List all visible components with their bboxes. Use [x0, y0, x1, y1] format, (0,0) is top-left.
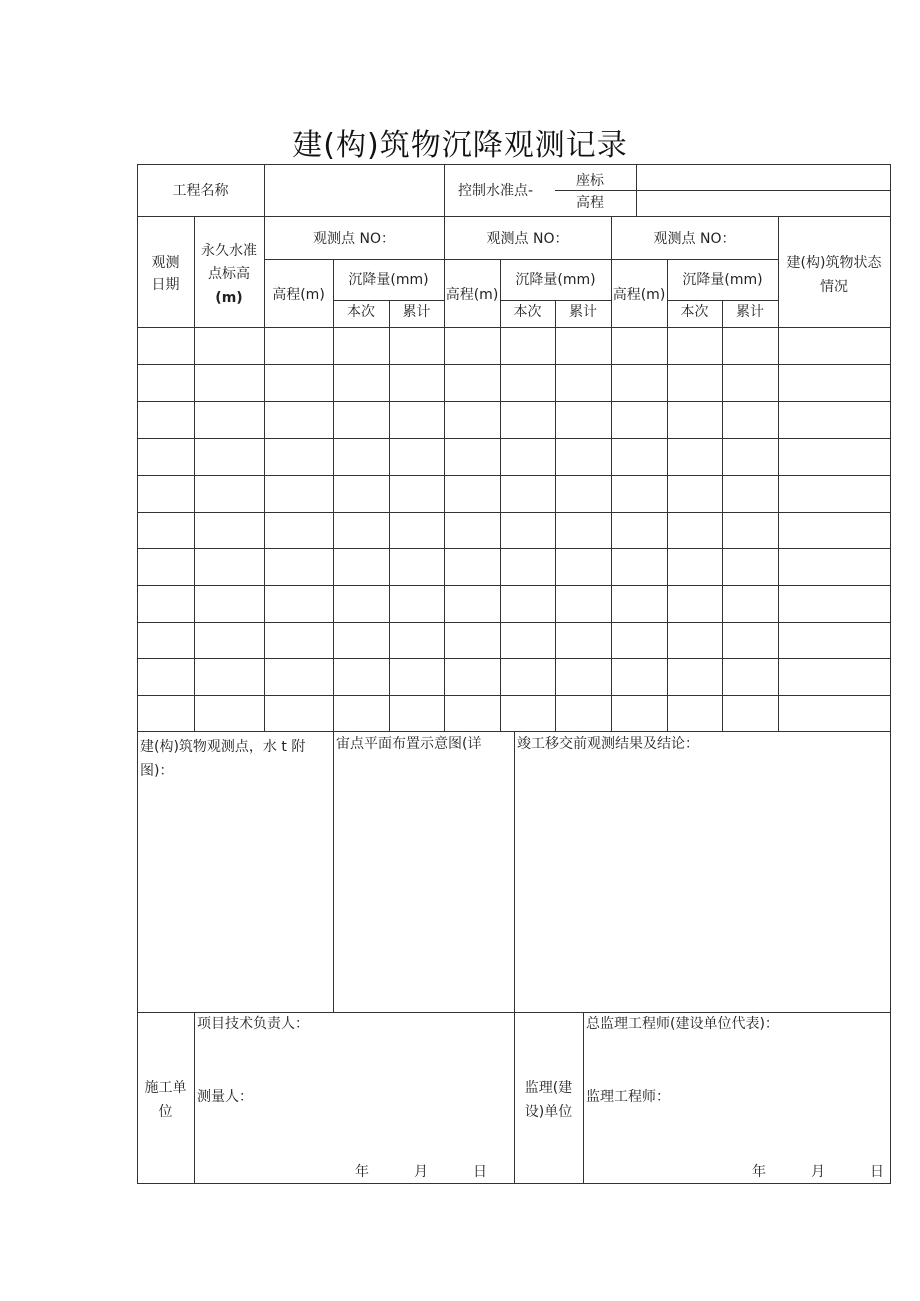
elev-header-1: 高程(m) [272, 287, 325, 303]
benchmark-header-3: (m) [215, 290, 243, 306]
settlement-header-1: 沉降量(mm) [348, 272, 429, 288]
elev-label: 高程 [576, 195, 604, 211]
layout-note-line2: 图)： [140, 763, 174, 779]
cumulative-header-3: 累计 [736, 304, 764, 320]
conclusion-note: 竣工移交前观测结果及结论： [517, 736, 699, 752]
project-name-field[interactable] [265, 166, 443, 215]
contractor-month: 月 [414, 1164, 428, 1180]
page-title: 建(构)筑物沉降观测记录 [292, 128, 628, 163]
benchmark-header-2: 点标高 [208, 266, 250, 282]
settlement-header-2: 沉降量(mm) [515, 272, 596, 288]
benchmark-header-1: 永久水准 [201, 243, 257, 259]
contractor-label-2: 位 [158, 1104, 173, 1120]
supervisor-year: 年 [752, 1164, 766, 1180]
layout-note-line1: 建(构)筑物观测点，水 t 附 [140, 739, 306, 755]
supervisor-month: 月 [811, 1164, 825, 1180]
this-time-header-2: 本次 [513, 304, 542, 320]
surveyor-label: 测量人： [197, 1089, 253, 1105]
contractor-day: 日 [473, 1164, 487, 1180]
project-name-label: 工程名称 [172, 183, 229, 199]
supervisor-day: 日 [870, 1164, 884, 1180]
coord-label: 座标 [576, 173, 604, 189]
data-rows[interactable] [138, 328, 890, 731]
control-point-label: 控制水准点- [458, 183, 534, 199]
status-header-2: 情况 [820, 279, 848, 295]
supervisor-label-2: 设)单位 [524, 1104, 573, 1120]
obs-date-header-2: 日期 [151, 277, 180, 293]
settlement-header-3: 沉降量(mm) [682, 272, 763, 288]
this-time-header-1: 本次 [347, 304, 375, 320]
point-header-3: 观测点 NO： [653, 231, 736, 247]
cumulative-header-2: 累计 [569, 304, 597, 320]
elev-header-2: 高程(m) [445, 287, 499, 303]
obs-date-header-1: 观测 [151, 255, 180, 271]
status-header-1: 建(构)筑物状态 [786, 255, 882, 271]
supervisor-label-1: 监理(建 [524, 1080, 573, 1096]
elev-field[interactable] [637, 191, 889, 215]
elev-header-3: 高程(m) [612, 287, 666, 303]
tech-lead-label: 项目技术负责人： [197, 1016, 309, 1032]
cumulative-header-1: 累计 [402, 304, 431, 320]
coord-field[interactable] [637, 166, 889, 190]
contractor-label-1: 施工单 [144, 1080, 187, 1096]
chief-supervisor-label: 总监理工程师(建设单位代表)： [586, 1016, 779, 1032]
plan-note: 宙点平面布置示意图(详 [336, 736, 482, 752]
contractor-year: 年 [355, 1164, 369, 1180]
point-header-1: 观测点 NO： [313, 231, 395, 247]
point-header-2: 观测点 NO： [486, 231, 569, 247]
supervisor-engineer-label: 监理工程师： [586, 1089, 670, 1105]
this-time-header-3: 本次 [680, 304, 709, 320]
